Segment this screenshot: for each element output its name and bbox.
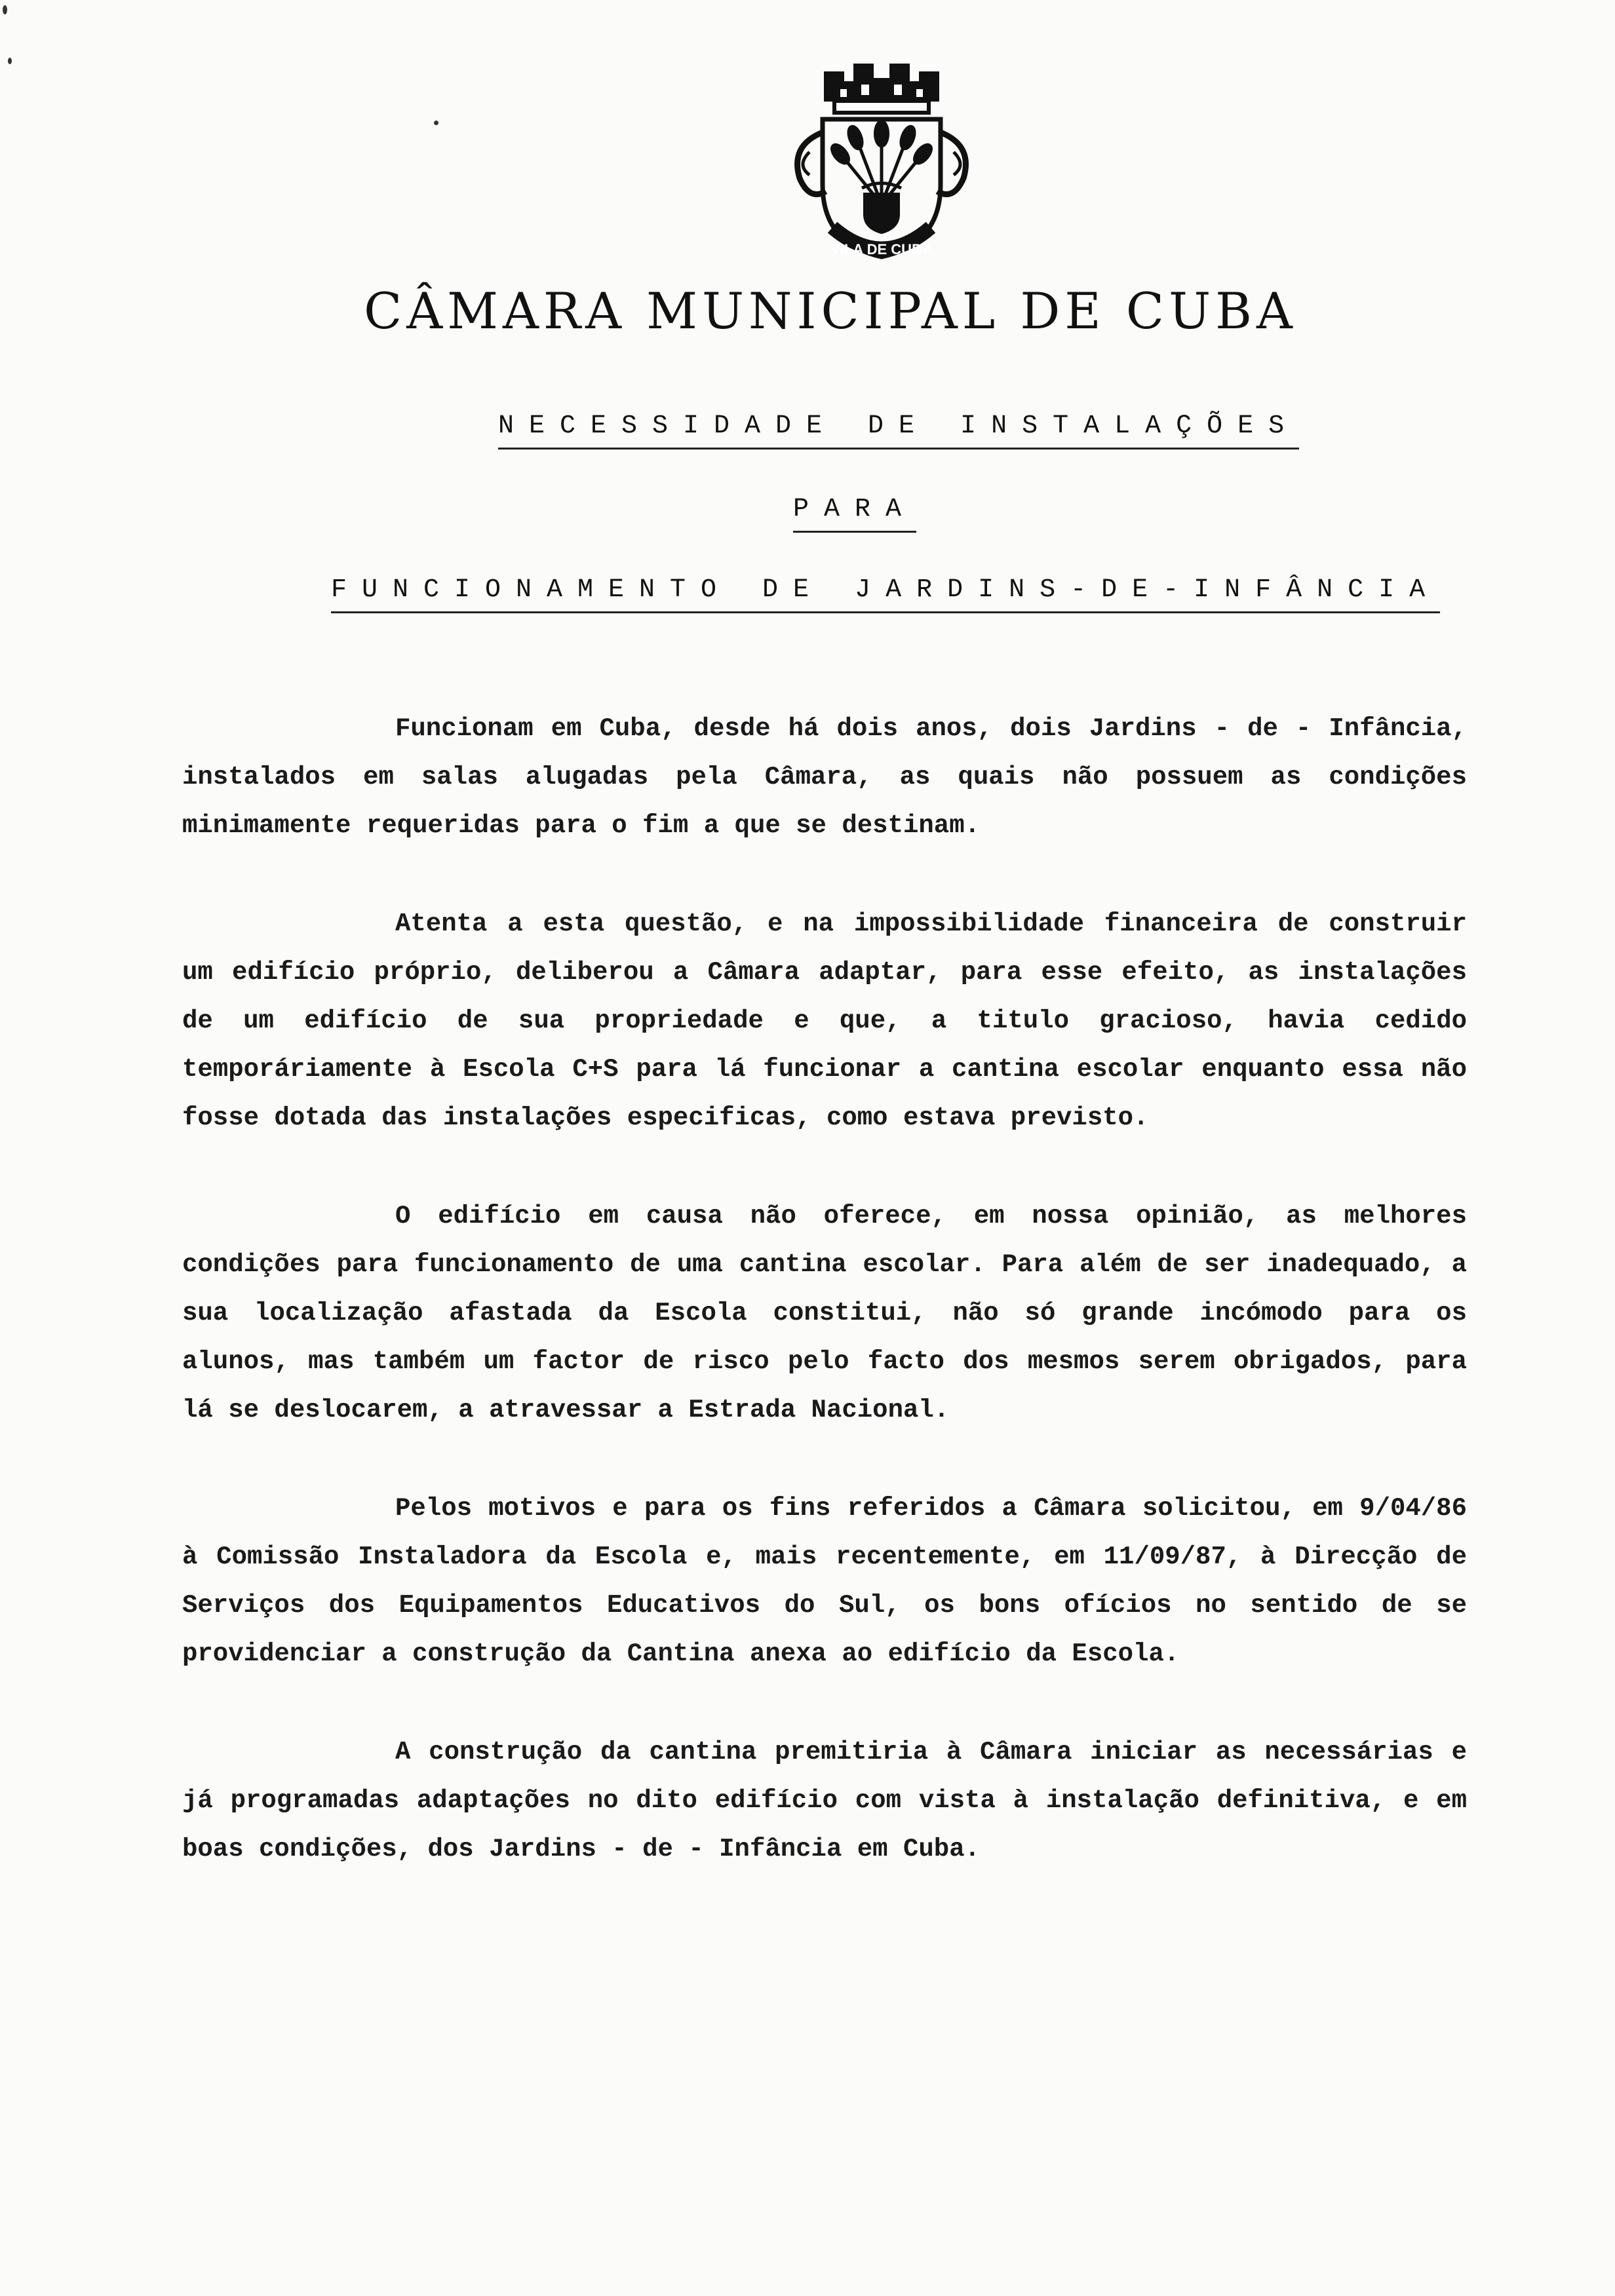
title-line-2 xyxy=(793,495,916,533)
scan-speck xyxy=(3,5,7,14)
scan-speck xyxy=(434,121,438,125)
title-line-2-text: PARA xyxy=(793,495,916,533)
coat-of-arms-icon xyxy=(764,54,1000,270)
crest-motto: VILA DE CUBA xyxy=(830,241,933,258)
paragraph-1: Funcionam em Cuba, desde há dois anos, dois Jardins - de - Infância, instalados em salas alugadas pela Câmara, as quais não possuem as condições minimamente requeridas para o fim a que se destinam. xyxy=(182,714,1467,840)
title-line-1-text: NECESSIDADE DE INSTALAÇÕES xyxy=(498,411,1299,450)
title-line-3-text: FUNCIONAMENTO DE JARDINS-DE-INFÂNCIA xyxy=(331,575,1440,613)
paragraph-2: Atenta a esta questão, e na impossibilidade financeira de construir um edifício próprio, deliberou a Câmara adaptar, para esse efeito, as instalações de um edifício de sua propriedade e que, a titulo gracioso, havia cedido temporáriamente à Escola C+S para lá funcionar a cantina escolar enquanto essa não fosse dotada das instalações especificas, como estava previsto. xyxy=(182,909,1467,1132)
paragraph-3: O edifício em causa não oferece, em nossa opinião, as melhores condições para funcionamento de uma cantina escolar. Para além de ser inadequado, a sua localização afastada da Escola constitui, não só grande incómodo para os alunos, mas também um factor de risco pelo facto dos mesmos serem obrigados, para lá se deslocarem, a atravessar a Estrada Nacional. xyxy=(182,1202,1467,1425)
paragraph-5: A construção da cantina premitiria à Câmara iniciar as necessárias e já programadas adaptações no dito edifício com vista à instalação definitiva, e em boas condições, dos Jardins - de - Infância em Cuba. xyxy=(182,1738,1467,1864)
institution-name: CÂMARA MUNICIPAL DE CUBA xyxy=(364,282,1297,340)
paragraph-4: Pelos motivos e para os fins referidos a Câmara solicitou, em 9/04/86 à Comissão Instaladora da Escola e, mais recentemente, em 11/09/87, à Direcção de Serviços dos Equipamentos Educativos do Sul, os bons ofícios no sentido de se providenciar a construção da Cantina anexa ao edifício da Escola. xyxy=(182,1494,1467,1668)
title-line-3 xyxy=(331,575,1440,613)
document-body xyxy=(182,704,1467,1923)
scan-speck xyxy=(8,58,12,64)
title-line-1 xyxy=(498,411,1299,450)
